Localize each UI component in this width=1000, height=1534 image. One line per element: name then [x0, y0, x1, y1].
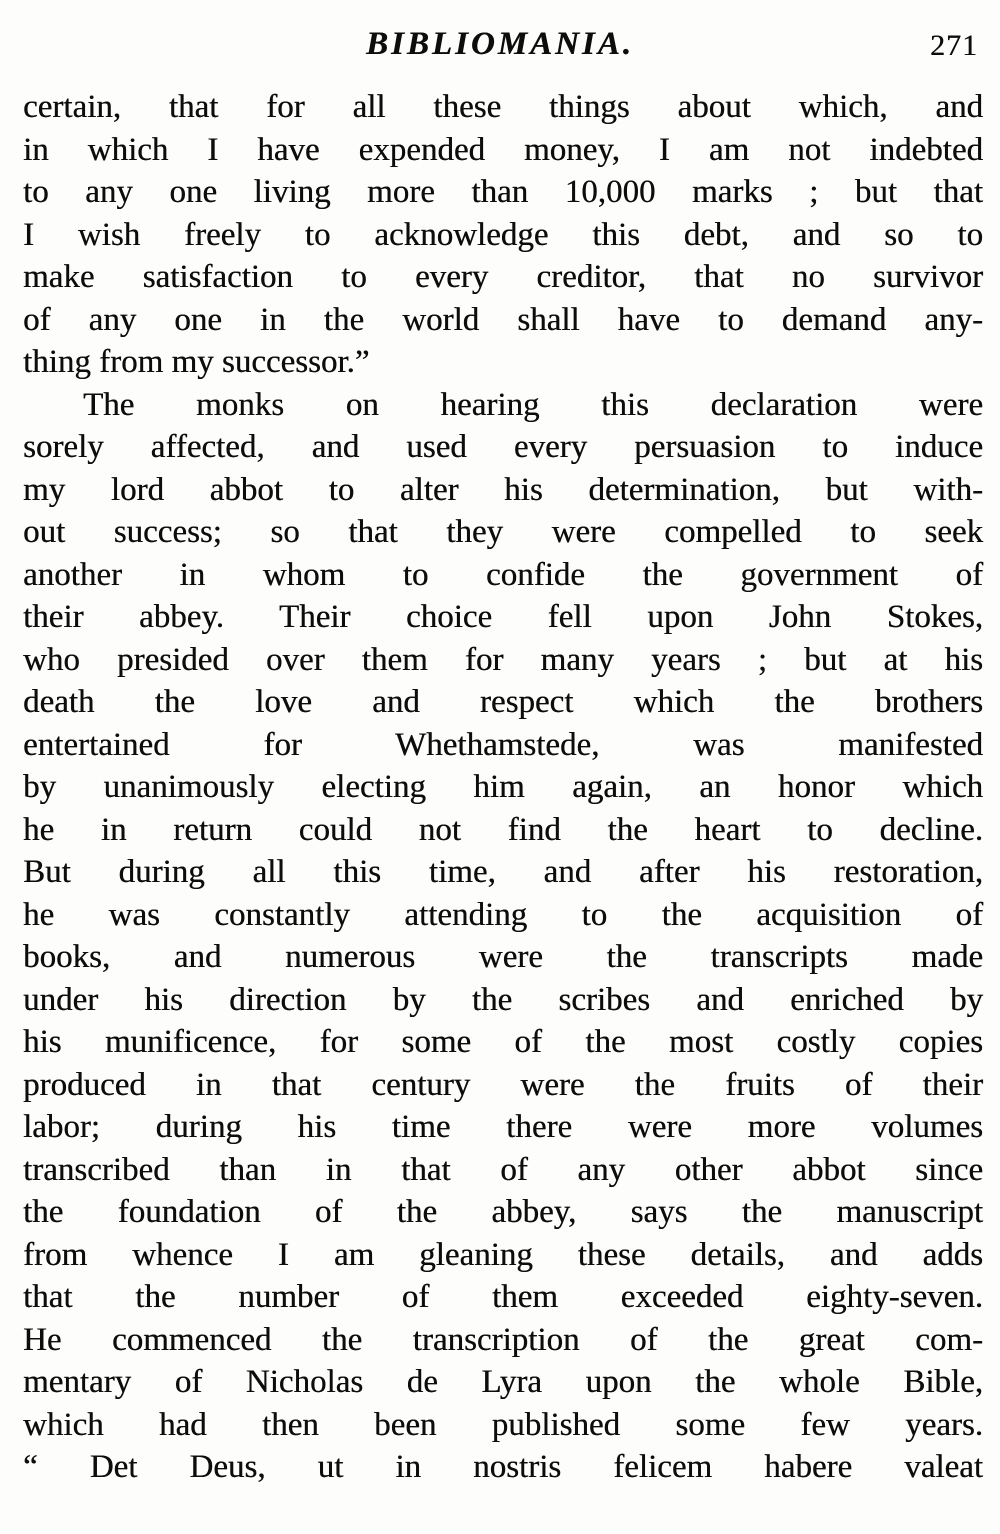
page-body: [23, 86, 983, 1489]
text-line: labor; during his time there were more volumes: [23, 1109, 983, 1145]
text-line: out success; so that they were compelled to seek: [23, 514, 983, 550]
text-line: mentary of Nicholas de Lyra upon the whole Bible,: [23, 1364, 983, 1400]
text-line: that the number of them exceeded eighty-seven.: [23, 1279, 983, 1315]
paragraph: [23, 86, 983, 384]
text-line: by unanimously electing him again, an honor which: [23, 769, 983, 805]
text-line: their abbey. Their choice fell upon John Stokes,: [23, 599, 983, 635]
text-line: he was constantly attending to the acquisition of: [23, 896, 983, 933]
text-line: death the love and respect which the brothers: [23, 684, 983, 720]
text-line: transcribed than in that of any other abbot since: [23, 1151, 983, 1188]
text-line: another in whom to confide the government of: [23, 556, 983, 593]
text-line: from whence I am gleaning these details, and adds: [23, 1236, 983, 1273]
text-line: certain, that for all these things about which, and: [23, 89, 983, 125]
page-number: 271: [930, 29, 978, 62]
text-line: produced in that century were the fruits of their: [23, 1066, 983, 1103]
text-line: “ Det Deus, ut in nostris felicem habere valeat: [23, 1449, 983, 1485]
text-line: The monks on hearing this declaration were: [83, 386, 983, 423]
text-line: who presided over them for many years ; but at his: [23, 641, 983, 678]
text-line: which had then been published some few years.: [23, 1406, 983, 1443]
text-line: to any one living more than 10,000 marks ; but that: [23, 174, 983, 210]
text-line: entertained for Whethamstede, was manifested: [23, 726, 983, 763]
running-head: [0, 26, 1000, 66]
text-line: under his direction by the scribes and enriched by: [23, 981, 983, 1018]
text-line: my lord abbot to alter his determination, but with-: [23, 471, 983, 508]
text-line: the foundation of the abbey, says the manuscript: [23, 1194, 983, 1230]
text-line: He commenced the transcription of the great com-: [23, 1321, 983, 1358]
paragraph: [23, 384, 983, 1489]
text-line: sorely affected, and used every persuasion to induce: [23, 429, 983, 465]
text-line: in which I have expended money, I am not indebted: [23, 131, 983, 168]
text-line: books, and numerous were the transcripts made: [23, 939, 983, 975]
text-line: But during all this time, and after his restoration,: [23, 854, 983, 890]
text-line: I wish freely to acknowledge this debt, and so to: [23, 216, 983, 253]
text-line: his munificence, for some of the most costly copies: [23, 1024, 983, 1060]
page-title: BIBLIOMANIA.: [366, 26, 634, 62]
text-line: make satisfaction to every creditor, that no survivor: [23, 259, 983, 295]
text-line: he in return could not find the heart to decline.: [23, 811, 983, 848]
text-line: of any one in the world shall have to demand any-: [23, 301, 983, 338]
text-line: thing from my successor.”: [23, 344, 370, 380]
